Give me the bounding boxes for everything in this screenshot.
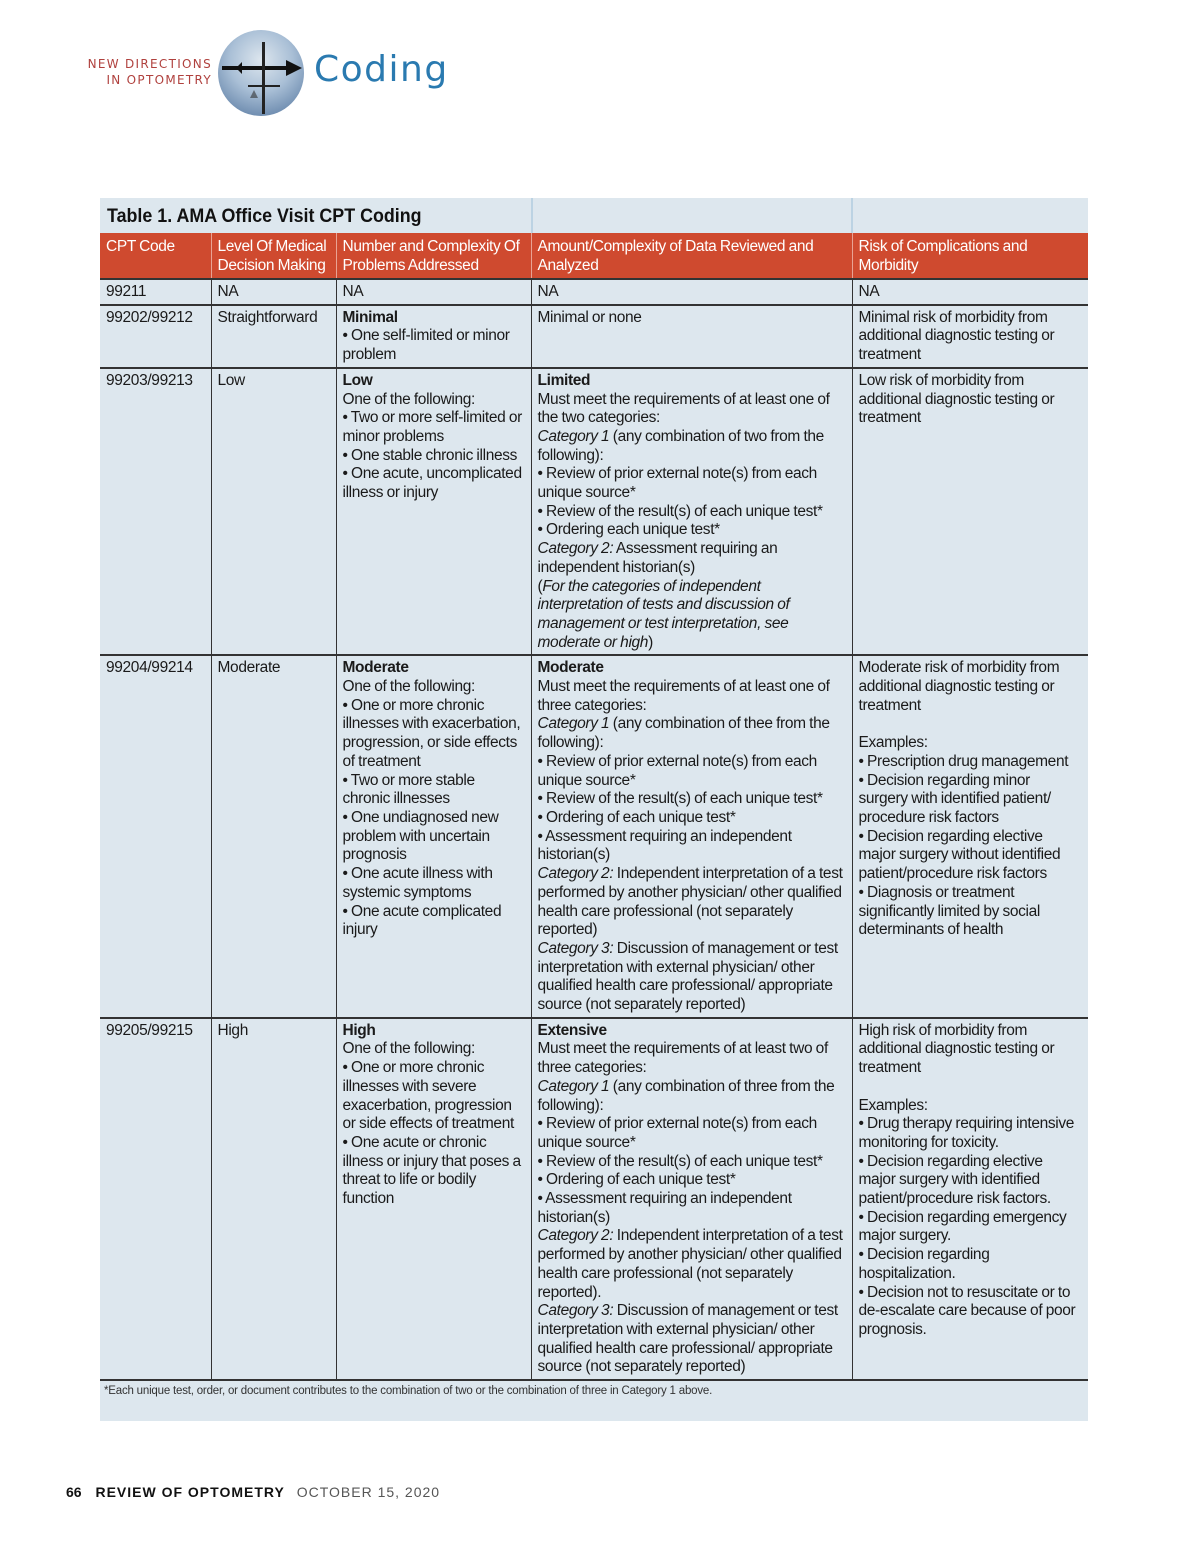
cell-line: • Two or more self-limited or minor problems — [342, 409, 522, 445]
text: ( — [537, 577, 543, 595]
brand-line-2: IN OPTOMETRY — [106, 73, 212, 87]
cell-line: • Decision regarding elective major surgery with identified patient/procedure risk factors. — [858, 1152, 1051, 1208]
italic-text: For the categories of independent interpretation of tests and discussion of management or test interpretation, see moderate or high — [537, 577, 790, 651]
cell-line: • Decision regarding elective major surgery without identified patient/procedure risk factors — [858, 827, 1061, 883]
cell-line: • Review of prior external note(s) from each unique source* — [537, 465, 817, 502]
issue-date: OCTOBER 15, 2020 — [296, 1484, 441, 1500]
text: (any combination of two from the following): — [537, 427, 824, 464]
data-reviewed-cell — [531, 1018, 852, 1380]
column-header: CPT Code — [100, 233, 211, 279]
cell-line: Limited — [537, 371, 591, 389]
problems-cell — [336, 368, 531, 656]
cell-line: High risk of morbidity from additional diagnostic testing or treatment — [858, 1021, 1055, 1077]
cell-line: Must meet the requirements of at least two of three categories: — [537, 1040, 828, 1077]
cell-line: Low — [342, 371, 373, 389]
cell-line: High — [342, 1021, 376, 1039]
cell-line: Examples: — [858, 734, 928, 752]
cell-line: • Prescription drug management — [858, 752, 1069, 770]
cell-line — [538, 1227, 846, 1302]
cpt-table — [100, 233, 1088, 1381]
cell-line: • One stable chronic illness — [342, 446, 518, 464]
page-number: 66 — [66, 1484, 82, 1500]
data-reviewed-cell — [531, 368, 852, 656]
cell-line: • Ordering each unique test* — [537, 521, 720, 539]
cell-line — [538, 715, 846, 752]
text: (any combination of thee from the following): — [537, 715, 830, 752]
risk-cell — [852, 1018, 1088, 1380]
cell-line: Examples: — [858, 1096, 928, 1114]
cell-line: • Decision regarding hospitalization. — [858, 1246, 990, 1282]
cell-line: Moderate — [342, 659, 409, 677]
cell-line: • Review of the result(s) of each unique test* — [537, 502, 823, 520]
cell-line: • Ordering of each unique test* — [537, 1171, 736, 1189]
decision-level-cell: Moderate — [211, 655, 336, 1017]
cell-line: Minimal — [342, 308, 398, 326]
weathervane-icon — [218, 30, 304, 116]
cell-line: Moderate risk of morbidity from additional diagnostic testing or treatment — [858, 659, 1060, 714]
risk-cell — [852, 305, 1088, 368]
cell-line — [859, 1078, 1083, 1097]
cpt-code-cell: 99211 — [100, 279, 211, 305]
cell-line: • One or more chronic illnesses with severe exacerbation, progression or side effects of treatment — [342, 1059, 514, 1133]
table-row — [100, 1018, 1088, 1380]
cell-line: • Assessment requiring an independent historian(s) — [537, 1190, 792, 1226]
table-row — [100, 368, 1088, 656]
cell-line — [538, 1078, 846, 1115]
text: Assessment requiring an independent historian(s) — [537, 540, 778, 576]
cell-line: • One acute or chronic illness or injury that poses a threat to life or bodily function — [342, 1133, 521, 1208]
cpt-code-cell: 99202/99212 — [100, 305, 211, 368]
cell-line: • Decision not to resuscitate or to de-escalate care because of poor prognosis. — [858, 1283, 1076, 1338]
category-label: Category 3: — [537, 939, 614, 957]
text: Discussion of management or test interpretation with external physician/ other qualified health care professional/ appropriate source (not separately reported) — [537, 939, 838, 1014]
section-title: Coding — [314, 49, 449, 90]
cell-line — [859, 715, 1083, 734]
cell-line: • Ordering of each unique test* — [537, 808, 736, 826]
text: Independent interpretation of a test performed by another physician/ other qualified health care professional (not separately reported). — [537, 1227, 843, 1301]
risk-cell — [852, 368, 1088, 656]
column-header: Number and Complexity Of Problems Addressed — [336, 233, 531, 279]
cell-line: NA — [858, 283, 880, 300]
risk-cell — [852, 279, 1088, 305]
cell-line — [538, 940, 846, 1015]
cpt-code-cell: 99204/99214 — [100, 655, 211, 1017]
category-label: Category 3: — [537, 1302, 614, 1320]
cell-line: One of the following: — [342, 678, 475, 696]
column-header: Risk of Complications and Morbidity — [852, 233, 1088, 279]
data-reviewed-cell — [531, 305, 852, 368]
category-label: Category 2: — [537, 1227, 614, 1245]
cell-line: • Decision regarding minor surgery with identified patient/ procedure risk factors — [858, 771, 1051, 826]
risk-cell — [852, 655, 1088, 1017]
cpt-code-cell: 99205/99215 — [100, 1018, 211, 1380]
table-footnote: *Each unique test, order, or document contributes to the combination of two or the combination of three in Category 1 above. — [104, 1385, 713, 1397]
category-label: Category 1 — [537, 1077, 610, 1095]
cell-line — [538, 1302, 846, 1377]
cell-line: • Decision regarding emergency major surgery. — [858, 1208, 1067, 1245]
table-row — [100, 305, 1088, 368]
cell-line: Must meet the requirements of at least one of the two categories: — [537, 390, 830, 427]
column-header: Level Of Medical Decision Making — [211, 233, 336, 279]
text: ) — [648, 633, 653, 651]
table-header-row — [100, 233, 1088, 279]
cell-line: Low risk of morbidity from additional diagnostic testing or treatment — [858, 371, 1055, 427]
cell-line: • Review of the result(s) of each unique test* — [537, 790, 823, 808]
cell-line: • One acute illness with systemic symptoms — [342, 865, 493, 901]
column-header: Amount/Complexity of Data Reviewed and Analyzed — [531, 233, 852, 279]
cell-line: • One or more chronic illnesses with exacerbation, progression, or side effects of treatment — [342, 696, 521, 770]
title-divider — [851, 198, 853, 233]
cell-line — [538, 540, 846, 577]
problems-cell — [336, 655, 531, 1017]
table-title: Table 1. AMA Office Visit CPT Coding — [107, 206, 422, 227]
text: Independent interpretation of a test performed by another physician/ other qualified health care professional (not separately reported) — [537, 865, 843, 939]
cell-line: • Review of the result(s) of each unique test* — [537, 1152, 823, 1170]
cell-line: One of the following: — [342, 1040, 475, 1058]
data-reviewed-cell — [531, 279, 852, 305]
cell-line: Minimal risk of morbidity from additional diagnostic testing or treatment — [858, 308, 1055, 364]
text: (any combination of three from the following): — [537, 1077, 835, 1114]
cell-line: • Review of prior external note(s) from each unique source* — [537, 1115, 817, 1151]
cell-line: • Diagnosis or treatment significantly limited by social determinants of health — [858, 883, 1040, 939]
cell-line: • Assessment requiring an independent historian(s) — [537, 827, 792, 864]
category-label: Category 2: — [537, 540, 614, 558]
decision-level-cell: Straightforward — [211, 305, 336, 368]
cell-line — [538, 578, 846, 653]
decision-level-cell: High — [211, 1018, 336, 1380]
cell-line: Minimal or none — [537, 308, 642, 326]
cell-line: • Two or more stable chronic illnesses — [342, 771, 475, 808]
page-footer — [66, 1483, 440, 1501]
decision-level-cell: NA — [211, 279, 336, 305]
cell-line: • One undiagnosed new problem with uncertain prognosis — [342, 808, 499, 864]
cell-line: Moderate — [537, 659, 604, 677]
cell-line: • Review of prior external note(s) from each unique source* — [537, 752, 817, 789]
cell-line: One of the following: — [342, 390, 475, 408]
title-divider — [531, 198, 533, 233]
cell-line: • One acute complicated injury — [342, 902, 502, 939]
cell-line — [538, 428, 846, 465]
category-label: Category 2: — [537, 865, 614, 883]
problems-cell — [336, 1018, 531, 1380]
data-reviewed-cell — [531, 655, 852, 1017]
cell-line: NA — [342, 283, 364, 300]
cell-line: Extensive — [537, 1021, 607, 1039]
problems-cell — [336, 305, 531, 368]
category-label: Category 1 — [537, 427, 610, 445]
text: Discussion of management or test interpretation with external physician/ other qualified health care professional/ appropriate source (not separately reported) — [537, 1302, 838, 1376]
brand-line-1: NEW DIRECTIONS — [87, 57, 212, 71]
table-row — [100, 655, 1088, 1017]
table-row — [100, 279, 1088, 305]
problems-cell — [336, 279, 531, 305]
table-panel — [100, 198, 1088, 1421]
magazine-name: REVIEW OF OPTOMETRY — [95, 1484, 285, 1500]
category-label: Category 1 — [537, 715, 610, 733]
cell-line: • One acute, uncomplicated illness or injury — [342, 465, 522, 502]
page-header — [0, 0, 1200, 130]
cell-line: • Drug therapy requiring intensive monitoring for toxicity. — [858, 1115, 1075, 1151]
cpt-code-cell: 99203/99213 — [100, 368, 211, 656]
cell-line: • One self-limited or minor problem — [342, 327, 510, 364]
cell-line: NA — [537, 283, 559, 300]
cell-line — [538, 865, 846, 940]
decision-level-cell: Low — [211, 368, 336, 656]
brand-text — [88, 56, 212, 88]
cell-line: Must meet the requirements of at least one of three categories: — [537, 678, 830, 714]
